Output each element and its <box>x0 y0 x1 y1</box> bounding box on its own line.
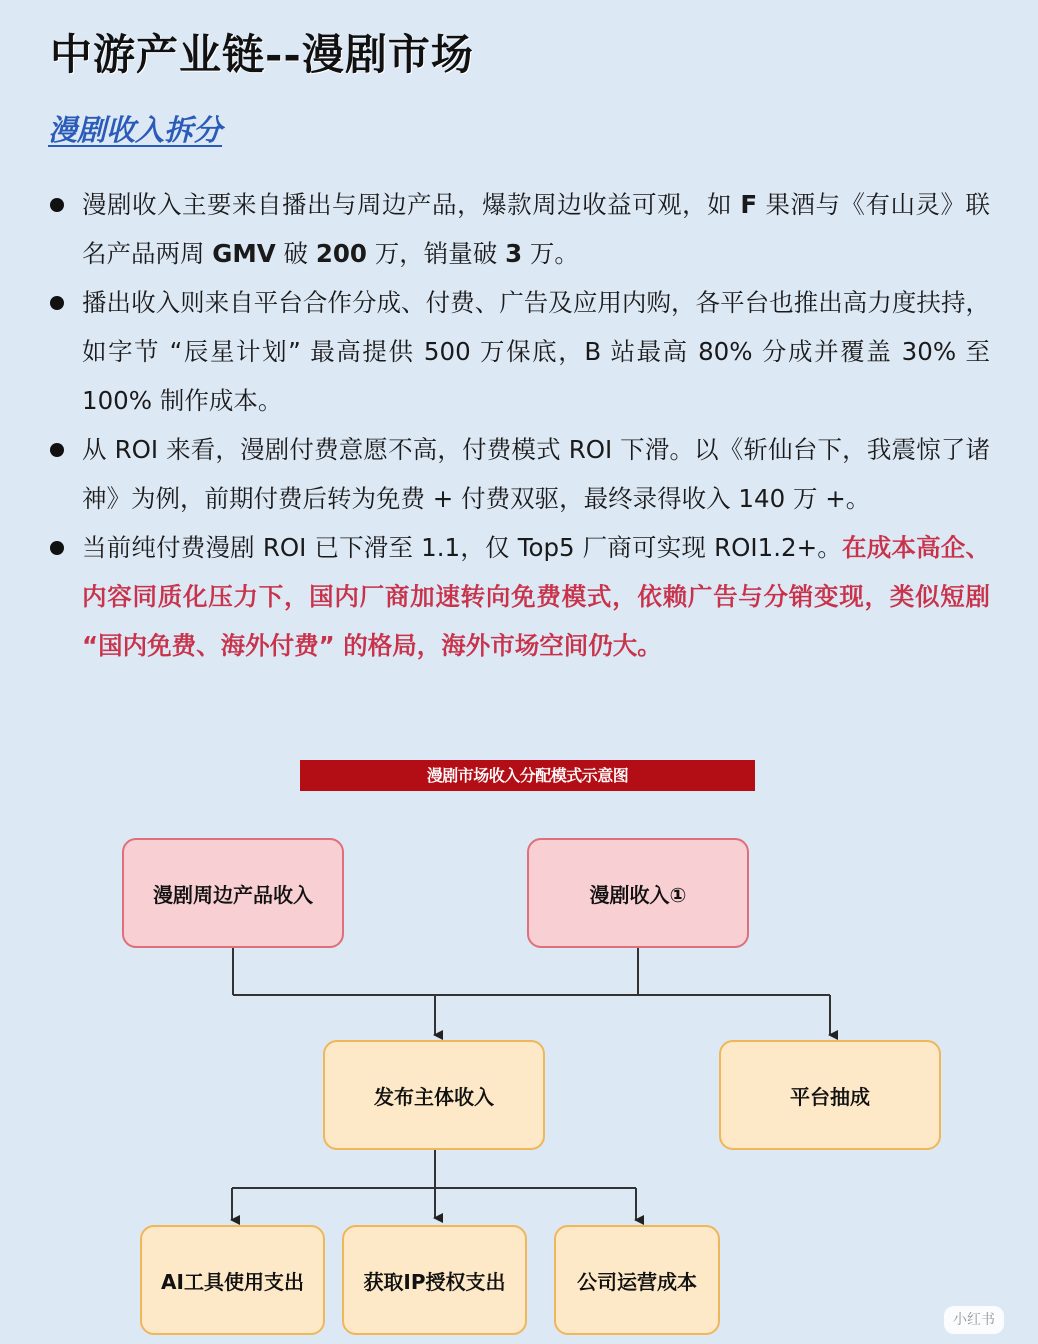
bullet-text: 漫剧收入主要来自播出与周边产品，爆款周边收益可观，如 <box>82 190 741 219</box>
bullet-text: 从 ROI 来看，漫剧付费意愿不高，付费模式 ROI 下滑。以《斩仙台下，我震惊了诸神》为例，前期付费后转为免费 + 付费双驱，最终录得收入 140 万 +。 <box>82 435 990 513</box>
node-ai-tools-cost: AI工具使用支出 <box>140 1225 325 1335</box>
bullet-text: 当前纯付费漫剧 ROI 已下滑至 1.1，仅 Top5 厂商可实现 ROI1.2+。 <box>82 533 843 562</box>
node-merch-revenue: 漫剧周边产品收入 <box>122 838 344 948</box>
bullet-text-bold: GMV <box>212 239 276 268</box>
watermark: 小红书 <box>944 1306 1004 1334</box>
node-platform-cut: 平台抽成 <box>719 1040 941 1150</box>
bullet-text: 万。 <box>522 239 579 268</box>
bullet-text: 万，销量破 <box>366 239 506 268</box>
page-title: 中游产业链--漫剧市场 <box>50 30 474 79</box>
bullet-text-bold: 200 <box>315 239 367 268</box>
node-ip-license-cost: 获取IP授权支出 <box>342 1225 527 1335</box>
bullet-text-highlight: 在成本高企、内容同质化压力下，国内厂商加速转向免费模式，依赖广告与分销变现，类似短剧 “国内免费、海外付费” 的格局，海外市场空间仍大。 <box>82 533 991 660</box>
bullet-text-bold: 3 <box>505 239 523 268</box>
node-operations-cost: 公司运营成本 <box>554 1225 720 1335</box>
bullet-text: 播出收入则来自平台合作分成、付费、广告及应用内购，各平台也推出高力度扶持，如字节 “辰星计划” 最高提供 500 万保底，B 站最高 80% 分成并覆盖 30% 至 100% 制作成本。 <box>82 288 990 415</box>
section-subtitle: 漫剧收入拆分 <box>48 113 223 147</box>
bullet-text: 果酒与《有山灵》联名产品两周 <box>82 190 990 268</box>
diagram-title: 漫剧市场收入分配模式示意图 <box>300 760 755 791</box>
bullet-text: 破 <box>275 239 316 268</box>
node-drama-revenue: 漫剧收入① <box>527 838 749 948</box>
bullet-text-bold: F <box>740 190 758 219</box>
node-publisher-revenue: 发布主体收入 <box>323 1040 545 1150</box>
